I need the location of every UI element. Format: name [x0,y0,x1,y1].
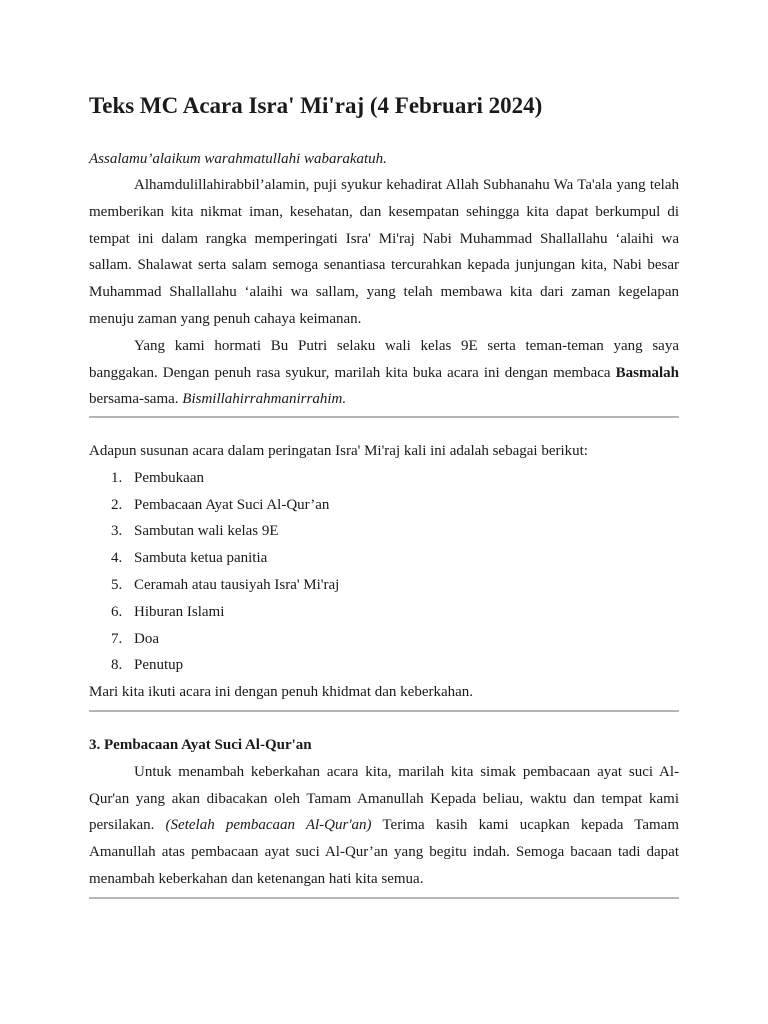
list-item-label: Sambutan wali kelas 9E [134,523,279,540]
greeting: Assalamu’alaikum warahmatullahi wabarakatuh. [89,151,387,167]
list-item-label: Penutup [134,657,184,674]
list-item [89,626,679,653]
list-item [89,518,679,545]
opening-paragraph-2-mid: bersama-sama. [89,391,183,408]
quran-reading-section [89,732,679,893]
list-item-label: Sambuta ketua panitia [134,550,268,567]
list-item-number: 5. [111,576,123,593]
section-divider-2 [89,710,679,712]
list-item-number: 6. [111,603,123,620]
section-text-post: Terima kasih kami ucapkan kepada Tamam Amanullah atas pembacaan ayat suci Al-Qur’an yang begitu indah. Semoga bacaan tadi dapat menambah keberkahan dan ketenangan hati kita semua. [89,817,680,887]
list-item-number: 1. [111,469,123,486]
section-heading: 3. Pembacaan Ayat Suci Al-Qur'an [89,737,312,753]
list-item-number: 2. [111,496,123,513]
opening-paragraph-2-text: Yang kami hormati Bu Putri selaku wali kelas 9E serta teman-teman yang saya banggakan. Dengan penuh rasa syukur, marilah kita buka acara ini dengan membaca [89,337,679,381]
list-item-number: 8. [111,657,123,674]
section-text-pre: Untuk menambah keberkahan acara kita, marilah kita simak pembacaan ayat suci Al-Qur'an yang akan dibacakan oleh Tamam Amanullah Kepada beliau, waktu dan tempat kami persilakan. [89,763,679,834]
section-divider-3 [89,897,679,899]
list-item [89,599,679,626]
list-item [89,545,679,572]
agenda-section [89,438,679,706]
opening-paragraph-2 [89,333,679,413]
list-item [89,492,679,519]
list-item-label: Doa [134,630,159,647]
list-item-label: Hiburan Islami [134,603,225,620]
agenda-list [89,465,679,679]
section-divider-1 [89,416,679,418]
list-item-label: Pembukaan [134,469,204,486]
stage-direction-italic: (Setelah pembacaan Al-Qur'an) [165,817,372,834]
list-item-number: 4. [111,550,123,567]
bismillah-italic: Bismillahirrahmanirrahim. [182,391,347,408]
list-item-number: 7. [111,630,123,647]
list-item [89,572,679,599]
opening-section [89,172,679,413]
list-item-number: 3. [111,523,123,540]
agenda-closing: Mari kita ikuti acara ini dengan penuh khidmat dan keberkahan. [89,684,474,701]
list-item-label: Ceramah atau tausiyah Isra' Mi'raj [134,576,340,593]
basmalah-emphasis: Basmalah [615,364,679,381]
list-item [89,465,679,492]
opening-paragraph-1: Alhamdulillahirabbil’alamin, puji syukur kehadirat Allah Subhanahu Wa Ta'ala yang telah memberikan kita nikmat iman, kesehatan, dan kesempatan sehingga kita dapat berkumpul di tempat ini dalam rangka memperingati Isra' Mi'raj Nabi Muhammad Shallallahu ‘alaihi wa sallam. Shalawat serta salam semoga senantiasa tercurahkan kepada junjungan kita, Nabi besar Muhammad Shallallahu ‘alaihi wa sallam, yang telah membawa kita dari zaman kegelapan menuju zaman yang penuh cahaya keimanan. [89,177,679,327]
list-item-label: Pembacaan Ayat Suci Al-Qur’an [134,496,330,513]
page-title: Teks MC Acara Isra' Mi'raj (4 Februari 2024) [89,93,543,118]
agenda-intro: Adapun susunan acara dalam peringatan Isra' Mi'raj kali ini adalah sebagai berikut: [89,443,588,459]
section-paragraph [89,759,679,893]
list-item [89,652,679,679]
